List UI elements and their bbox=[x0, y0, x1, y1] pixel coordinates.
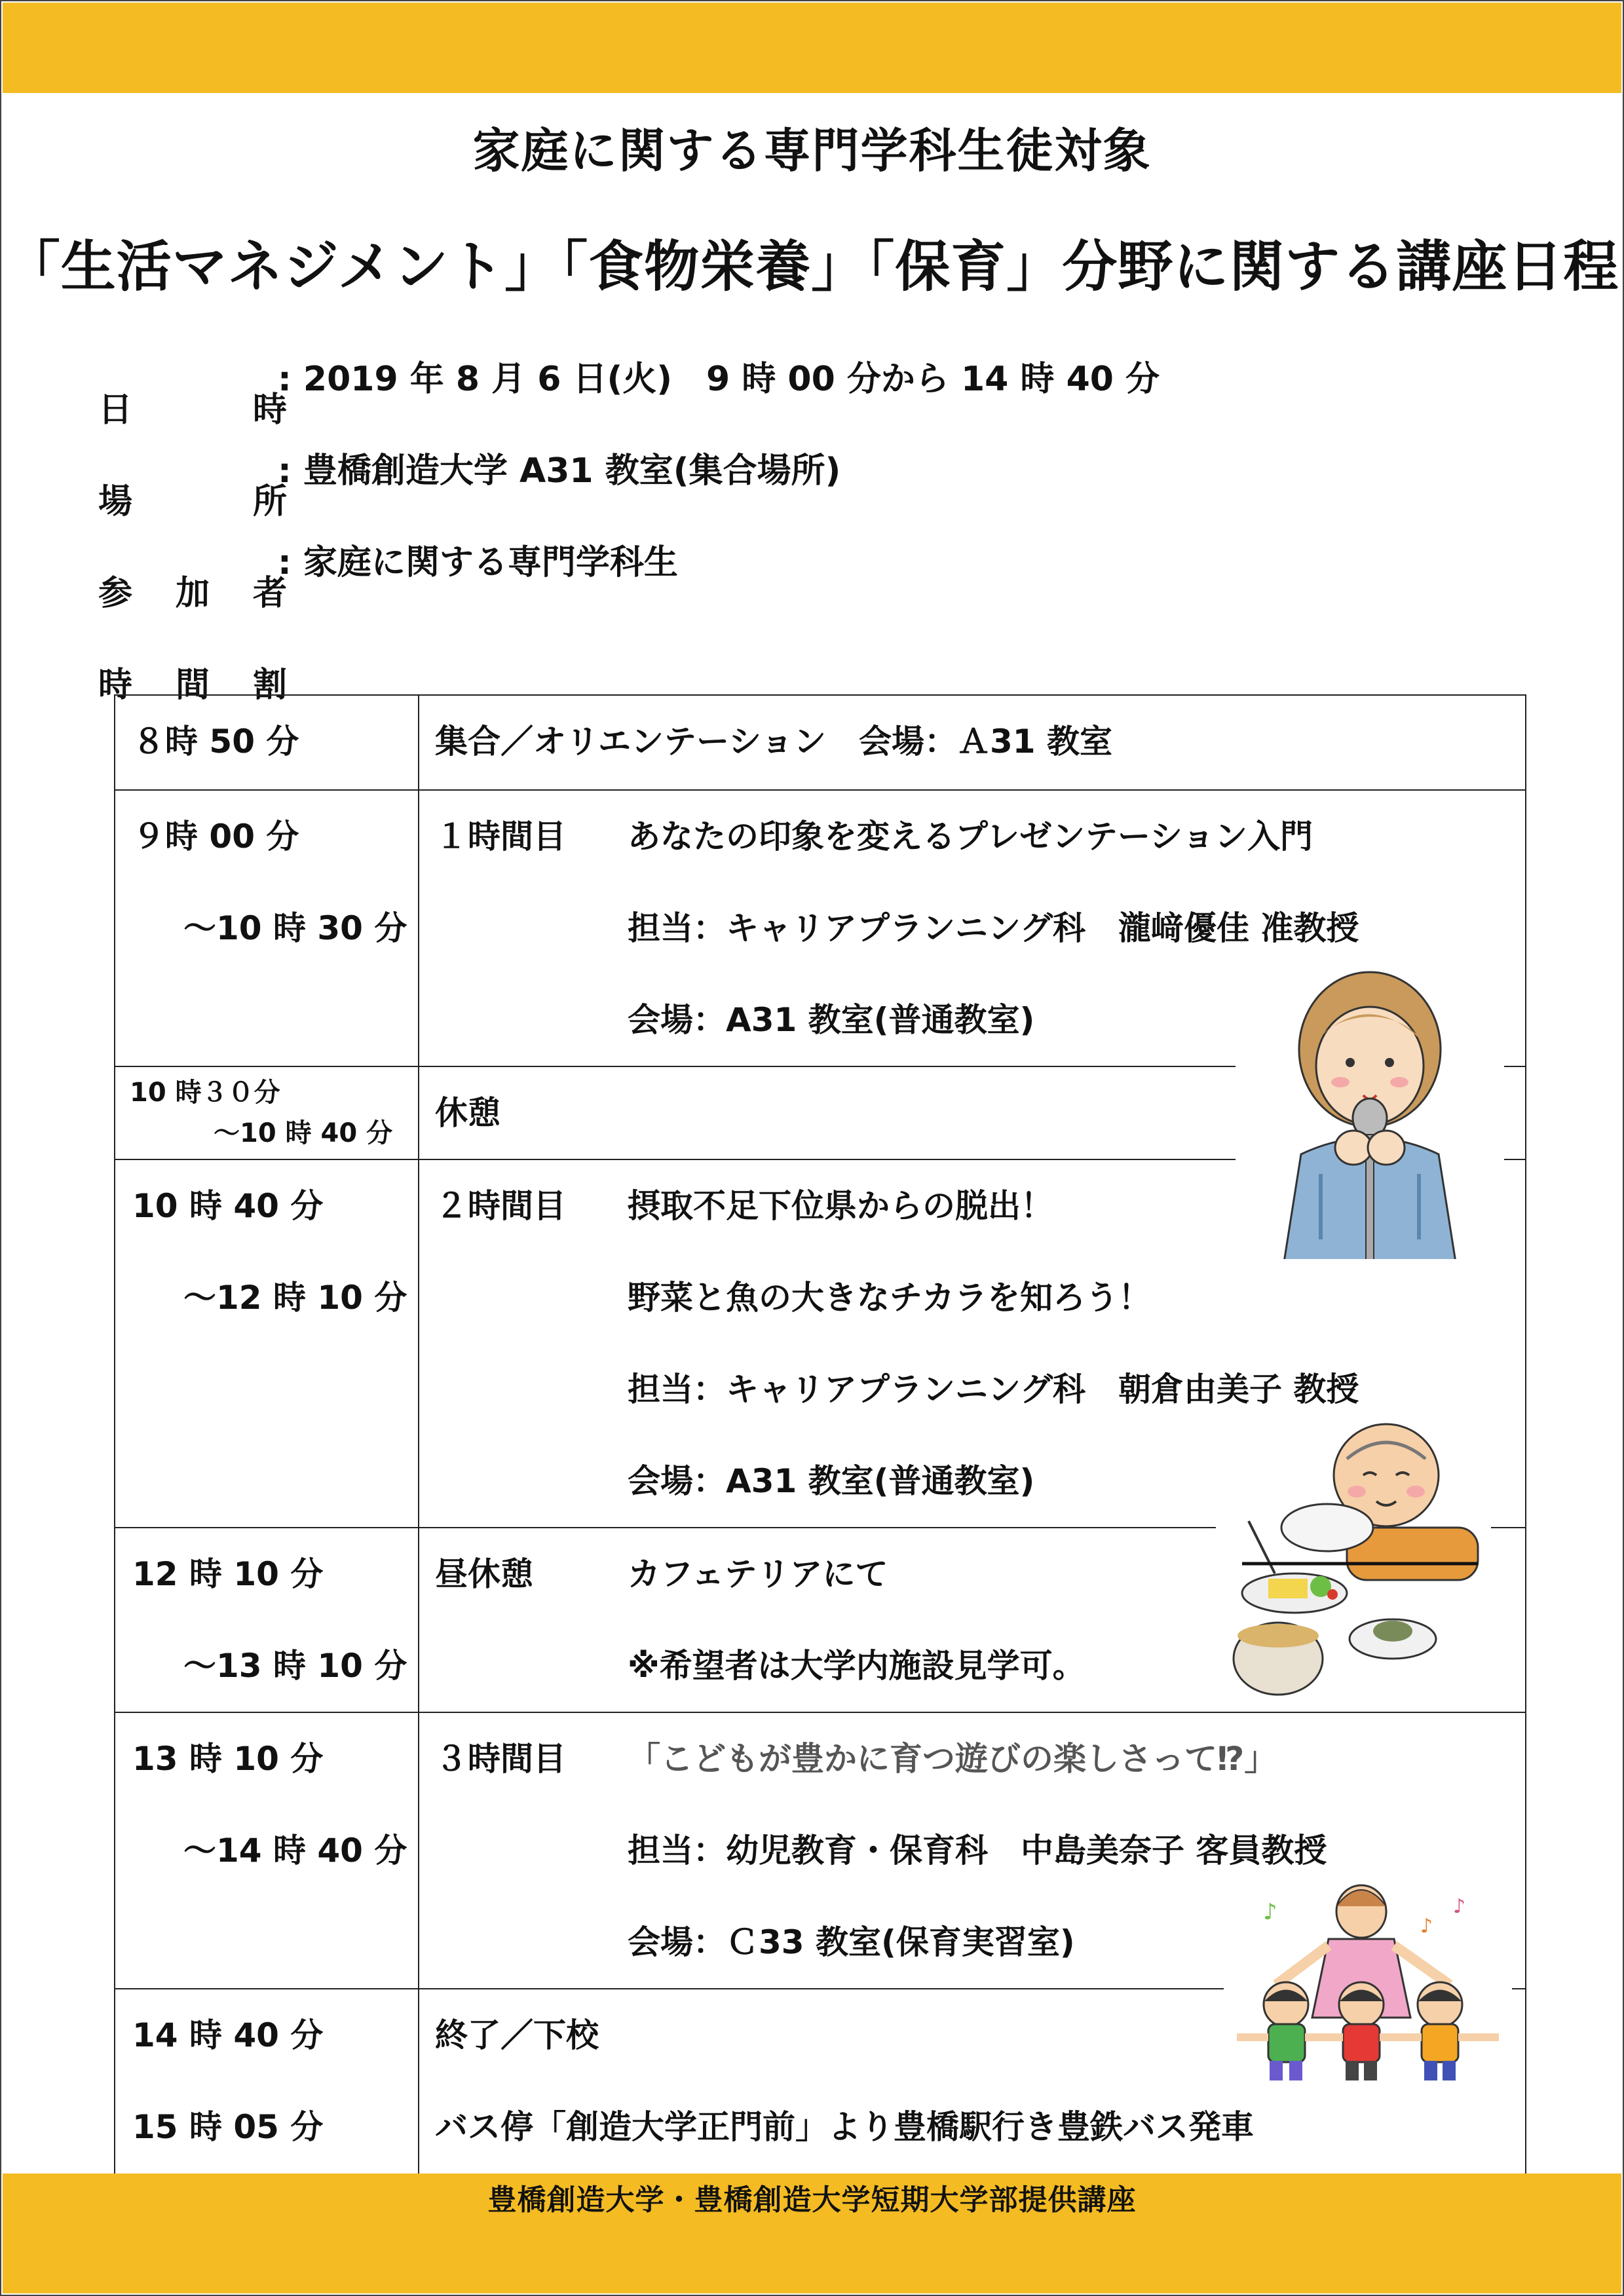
info-place-row: 場 所 : 豊橋創造大学 A31 教室(集合場所) bbox=[98, 443, 295, 482]
schedule-time-cell bbox=[115, 1159, 419, 1528]
time-start: 10 時 40 分 bbox=[132, 1187, 324, 1225]
elderly-eating-illustration-icon bbox=[1216, 1423, 1491, 1704]
period-label: ３時間目 bbox=[435, 1740, 566, 1778]
period-label: 昼休憩 bbox=[435, 1555, 533, 1593]
time-end: ～10 時 40 分 bbox=[214, 1118, 393, 1148]
content-line: ※希望者は大学内施設見学可。 bbox=[628, 1647, 1086, 1685]
period-label: １時間目 bbox=[435, 818, 566, 856]
info-date-value: : 2019 年 8 月 6 日(火) 9 時 00 分から 14 時 40 分 bbox=[278, 360, 1160, 399]
time-end: ～10 時 30 分 bbox=[183, 909, 407, 947]
top-color-band bbox=[3, 3, 1621, 93]
schedule-time-cell bbox=[115, 1066, 419, 1159]
schedule-row bbox=[115, 695, 1526, 790]
info-participants-row: 参 加 者 : 家庭に関する専門学科生 bbox=[98, 535, 295, 574]
period-label: ２時間目 bbox=[435, 1187, 566, 1225]
schedule-time-cell bbox=[115, 695, 419, 790]
content-line: 野菜と魚の大きなチカラを知ろう！ bbox=[628, 1279, 1151, 1317]
time-start: 14 時 40 分 bbox=[132, 2016, 324, 2054]
content-line: 休憩 bbox=[435, 1094, 500, 1132]
content-line: 終了／下校 bbox=[435, 2016, 599, 2054]
time-start: ８時 50 分 bbox=[132, 723, 299, 761]
content-line: バス停「創造大学正門前」より豊橋駅行き豊鉄バス発車 bbox=[435, 2108, 1254, 2146]
lecture-title: カフェテリアにて bbox=[628, 1555, 888, 1593]
time-start: ９時 00 分 bbox=[132, 818, 299, 856]
content-title-line bbox=[419, 791, 1525, 882]
content-title-line bbox=[419, 1713, 1525, 1805]
time-start: 13 時 10 分 bbox=[132, 1740, 324, 1778]
info-timetable-row: 時 間 割 bbox=[98, 666, 288, 705]
title-line-2: 「生活マネジメント」「食物栄養」「保育」分野に関する講座日程 bbox=[5, 235, 1619, 299]
schedule-time-cell bbox=[115, 1989, 419, 2177]
lecture-title: 「こどもが豊かに育つ遊びの楽しさって⁉」 bbox=[628, 1740, 1277, 1778]
teacher-children-illustration-icon bbox=[1224, 1873, 1512, 2090]
content-line: 担当：幼児教育・保育科 中島美奈子 客員教授 bbox=[628, 1832, 1327, 1870]
content-line: 集合／オリエンテーション 会場：Ａ31 教室 bbox=[435, 723, 1112, 761]
lecture-title: 摂取不足下位県からの脱出！ bbox=[628, 1187, 1053, 1225]
content-line: 担当：キャリアプランニング科 朝倉由美子 教授 bbox=[628, 1370, 1359, 1408]
footer-text: 豊橋創造大学・豊橋創造大学短期大学部提供講座 bbox=[487, 2183, 1137, 2217]
lecture-title: あなたの印象を変えるプレゼンテーション入門 bbox=[628, 818, 1313, 856]
info-date-row: 日 時 : 2019 年 8 月 6 日(火) 9 時 00 分から 14 時 40 分 bbox=[98, 351, 295, 390]
time-end: ～14 時 40 分 bbox=[183, 1832, 407, 1870]
info-place-value: : 豊橋創造大学 A31 教室(集合場所) bbox=[278, 451, 841, 491]
time-start: 10 時３０分 bbox=[130, 1078, 280, 1108]
svg-text:♪: ♪ bbox=[1453, 1895, 1466, 1918]
content-line: 会場：A31 教室(普通教室) bbox=[628, 1462, 1035, 1500]
schedule-time-cell bbox=[115, 790, 419, 1066]
time-end: ～12 時 10 分 bbox=[183, 1279, 407, 1317]
info-participants-value: : 家庭に関する専門学科生 bbox=[278, 543, 678, 582]
schedule-time-cell bbox=[115, 1712, 419, 1989]
content-line: 会場：A31 教室(普通教室) bbox=[628, 1001, 1035, 1039]
time-end: ～13 時 10 分 bbox=[183, 1647, 407, 1685]
svg-text:♪: ♪ bbox=[1263, 1899, 1277, 1925]
content-line: 担当：キャリアプランニング科 瀧﨑優佳 准教授 bbox=[628, 909, 1359, 947]
svg-text:♪: ♪ bbox=[1420, 1915, 1433, 1938]
schedule-content-cell bbox=[419, 695, 1526, 790]
schedule-time-cell bbox=[115, 1528, 419, 1712]
title-line-1: 家庭に関する専門学科生徒対象 bbox=[472, 123, 1152, 178]
singer-illustration-icon bbox=[1236, 958, 1504, 1259]
time-end: 15 時 05 分 bbox=[132, 2108, 324, 2146]
time-start: 12 時 10 分 bbox=[132, 1555, 324, 1593]
content-line: 会場：Ｃ33 教室(保育実習室) bbox=[628, 1923, 1075, 1961]
